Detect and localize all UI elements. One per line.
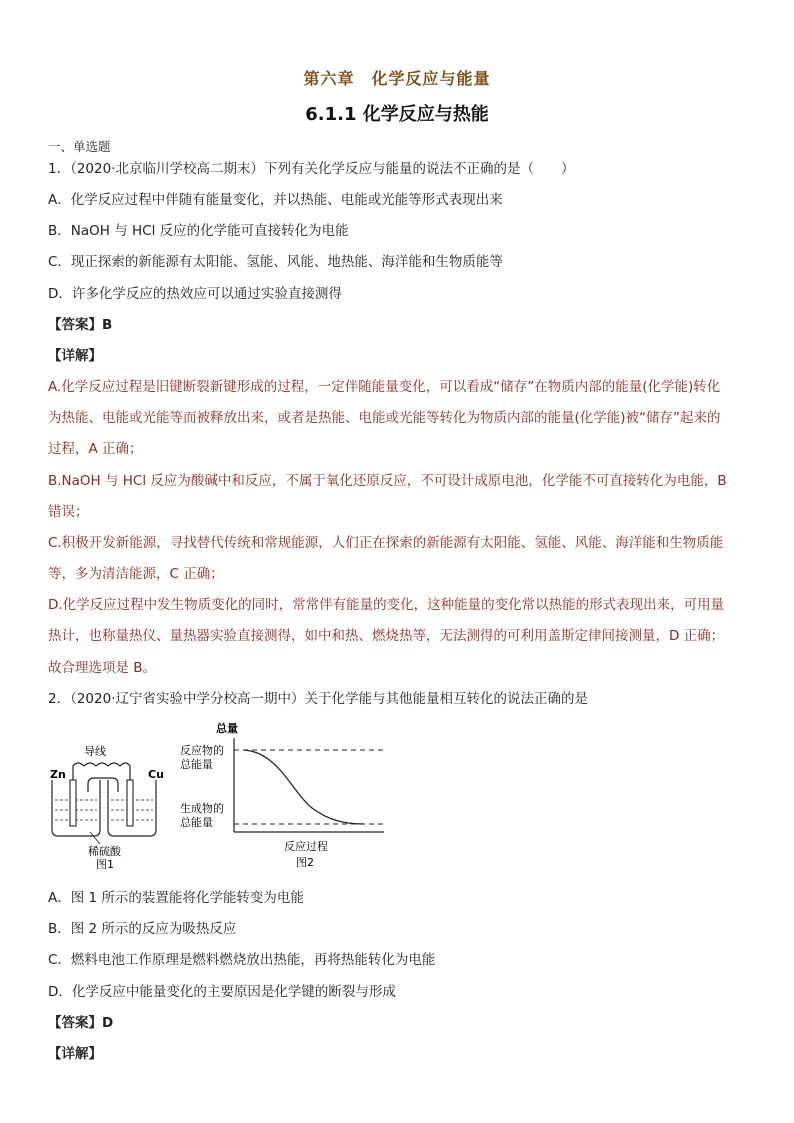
fig2-energy-curve xyxy=(244,750,364,824)
q1-detail-line: 过程，A 正确； xyxy=(48,441,143,457)
fig2-caption: 图2 xyxy=(296,856,314,869)
q1-stem: 1．（2020·北京临川学校高二期末）下列有关化学反应与能量的说法不正确的是（ ） xyxy=(48,161,575,177)
q1-detail-line: 热计，也称量热仪、量热器实验直接测得，如中和热、燃烧热等，无法测得的可利用盖斯定律间接测量，D 正确； xyxy=(48,628,725,644)
q1-option-a: A．化学反应过程中伴随有能量变化，并以热能、电能或光能等形式表现出来 xyxy=(48,192,503,208)
q2-detail-label: 【详解】 xyxy=(48,1046,102,1062)
q1-detail-line: 为热能、电能或光能等而被释放出来，或者是热能、电能或光能等转化为物质内部的能量(化学能)被“储存”起来的 xyxy=(48,410,721,426)
fig1-zn-electrode xyxy=(70,780,76,826)
fig2-reactant-label: 反应物的 xyxy=(180,744,224,757)
q2-stem: 2．（2020·辽宁省实验中学分校高一期中）关于化学能与其他能量相互转化的说法正确的是 xyxy=(48,691,588,707)
q1-detail-line: 错误； xyxy=(48,504,89,520)
fig1-wire xyxy=(73,763,130,782)
q1-detail-line: D.化学反应过程中发生物质变化的同时，常常伴有能量的变化，这种能量的变化常以热能的形式表现出来，可用量 xyxy=(48,597,725,613)
fig2-product-label: 总能量 xyxy=(180,816,213,829)
fig1-wire-label: 导线 xyxy=(84,745,106,758)
q2-answer: 【答案】D xyxy=(48,1015,114,1031)
q2-option-d: D．化学反应中能量变化的主要原因是化学键的断裂与形成 xyxy=(48,984,396,1000)
q1-detail-label: 【详解】 xyxy=(48,348,102,364)
q1-detail-line: C.积极开发新能源，寻找替代传统和常规能源，人们正在探索的新能源有太阳能、氢能、风能、海洋能和生物质能 xyxy=(48,535,724,551)
figure-2-energy-diagram xyxy=(180,721,384,869)
q1-detail-line: B.NaOH 与 HCl 反应为酸碱中和反应，不属于氧化还原反应，不可设计成原电池，化学能不可直接转化为电能，B xyxy=(48,473,727,489)
fig2-y-axis-label: 总量 xyxy=(216,722,238,735)
section-title: 6.1.1 化学反应与热能 xyxy=(305,104,489,125)
fig1-caption: 图1 xyxy=(96,858,114,870)
q2-figure xyxy=(48,720,388,870)
q1-answer: 【答案】B xyxy=(48,317,113,333)
q1-option-c: C．现正探索的新能源有太阳能、氢能、风能、地热能、海洋能和生物质能等 xyxy=(48,254,503,270)
fig2-x-axis-label: 反应过程 xyxy=(284,840,328,853)
q1-option-d: D．许多化学反应的热效应可以通过实验直接测得 xyxy=(48,286,342,302)
q1-detail-line: A.化学反应过程是旧键断裂新键形成的过程，一定伴随能量变化，可以看成“储存”在物质内部的能量(化学能)转化 xyxy=(48,379,721,395)
q1-option-b: B．NaOH 与 HCl 反应的化学能可直接转化为电能 xyxy=(48,223,349,239)
chapter-title: 第六章 化学反应与能量 xyxy=(303,69,491,88)
fig1-connector xyxy=(88,778,118,792)
fig1-zn-label: Zn xyxy=(50,768,66,781)
figure-1-galvanic-cell xyxy=(50,744,164,870)
q2-option-a: A．图 1 所示的装置能将化学能转变为电能 xyxy=(48,890,304,906)
q2-option-b: B．图 2 所示的反应为吸热反应 xyxy=(48,921,237,937)
q1-detail-line: 故合理选项是 B。 xyxy=(48,660,157,676)
fig1-cu-label: Cu xyxy=(148,768,164,781)
q1-detail-line: 等，多为清洁能源，C 正确； xyxy=(48,566,224,582)
question-type-label: 一、单选题 xyxy=(48,139,111,154)
fig2-product-label: 生成物的 xyxy=(180,802,224,815)
fig1-cu-electrode xyxy=(127,780,133,826)
q2-option-c: C．燃料电池工作原理是燃料燃烧放出热能，再将热能转化为电能 xyxy=(48,952,436,968)
fig1-acid-label: 稀硫酸 xyxy=(88,845,121,858)
fig2-reactant-label: 总能量 xyxy=(180,758,213,771)
